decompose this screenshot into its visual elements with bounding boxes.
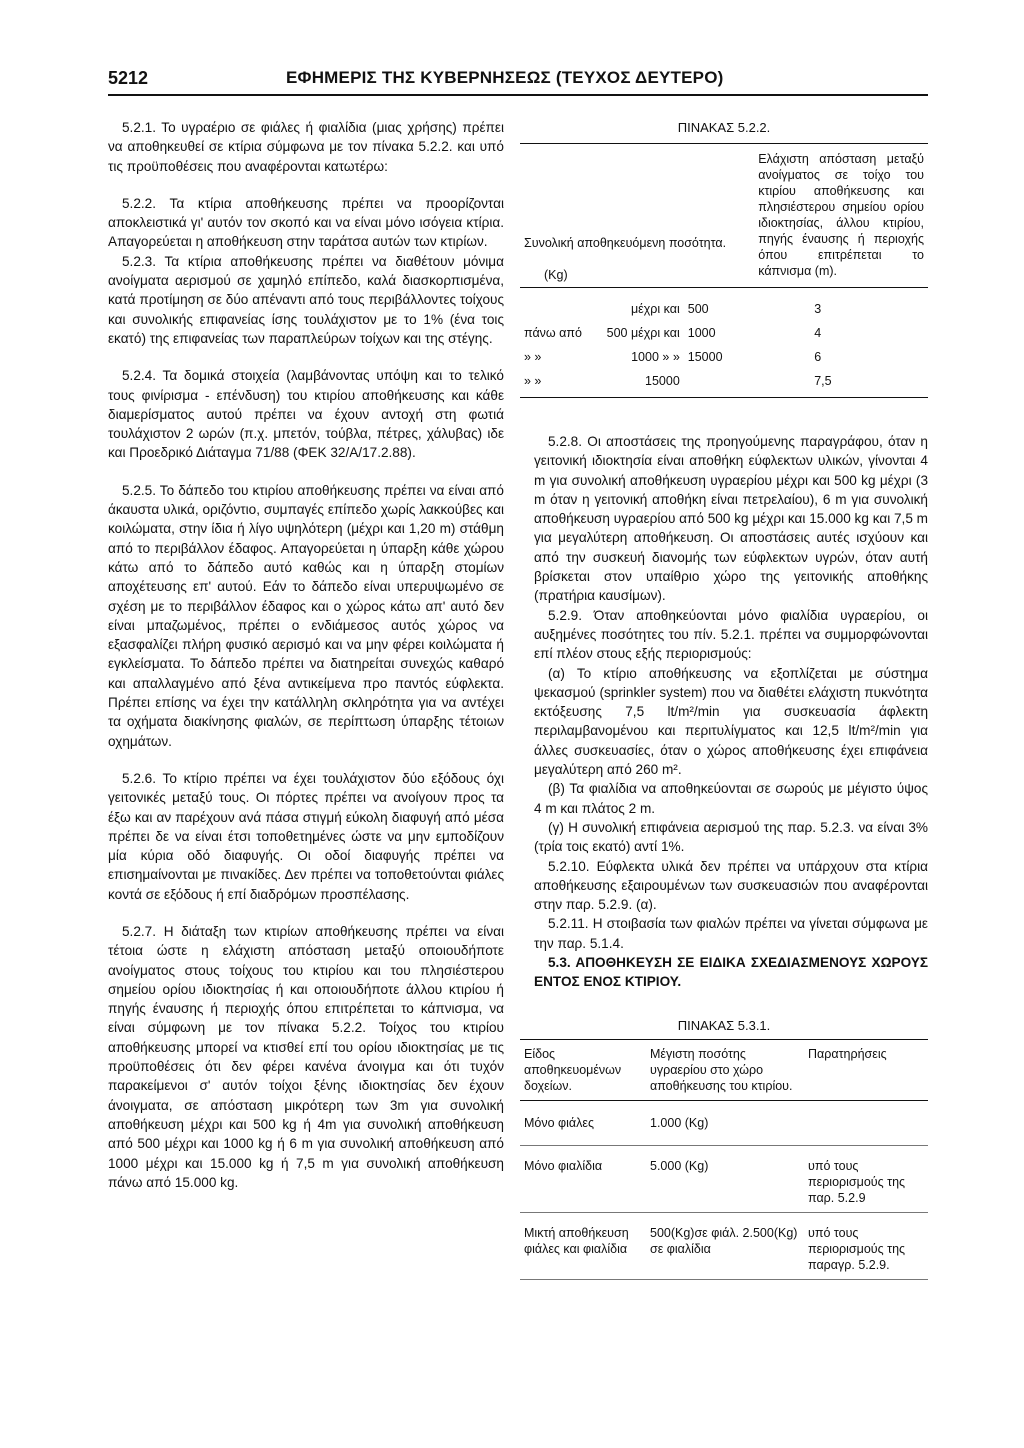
table-row: Μικτή αποθήκευση φιάλες και φιαλίδια 500(Kg)σε φιάλ. 2.500(Kg) σε φιαλίδια υπό τους περιορισμούς της παραγρ. 5.2.9. xyxy=(520,1213,928,1280)
column-header: Είδος αποθηκευομένων δοχείων. xyxy=(520,1040,646,1101)
paragraph-5-2-1: 5.2.1. Το υγραέριο σε φιάλες ή φιαλίδια (μιας χρήσης) πρέπει να αποθηκευθεί σε κτίρια σύμφωνα με τον πίνακα 5.2.2. και υπό τις προϋποθέσεις που αναφέρονται κατωτέρω: xyxy=(108,120,504,174)
paragraph-5-2-8: 5.2.8. Οι αποστάσεις της προηγούμενης παραγράφου, όταν η γειτονική ιδιοκτησία είναι αποθήκη εύφλεκτων υλικών, γίνονται 4 m για συνολική αποθήκευση υγραερίου μέχρι και 500 kg μέχρι (3 m όταν η γειτονική αποθήκη είναι πετρελαίου), 6 m για συνολική αποθήκευση υγραερίου από 500 kg μέχρι και 15.000 kg και 7,5 m για μεγαλύτερη αποθήκευση. Οι αποστάσεις αυτές ισχύουν και από την συσκευή διανομής των εύφλεκτων υγρών, όταν αυτή βρίσκεται στον υπαίθριο χώρο της γειτονικής αποθήκης (πρατήρια καυσίμων). xyxy=(534,434,928,604)
table-5-2-2 xyxy=(520,118,928,399)
gazette-title: ΕΦΗΜΕΡΙΣ ΤΗΣ ΚΥΒΕΡΝΗΣΕΩΣ (ΤΕΥΧΟΣ ΔΕΥΤΕΡΟ) xyxy=(286,68,724,87)
table-caption: ΠΙΝΑΚΑΣ 5.2.2. xyxy=(677,120,771,135)
paragraph-5-2-6: 5.2.6. Το κτίριο πρέπει να έχει τουλάχιστον δύο εξόδους όχι γειτονικές μεταξύ τους. Οι πόρτες πρέπει να ανοίγουν προς τα έξω και αν παρέχουν ανά πάσα στιγμή εύκολη διαφυγή από μέσα πρέπει δε να είναι έτσι τοποθετημένες ώστε να μην εμποδίζουν μία κύρια οδό διαφυγής. Οι οδοί διαφυγής πρέπει να επισημαίνονται με πινακίδες. Δεν πρέπει να τοποθετούνται φιάλες κοντά σε εξόδους ή επί διαδρόμων προσπέλασης. xyxy=(108,770,504,902)
paragraph-5-2-5: 5.2.5. Το δάπεδο του κτιρίου αποθήκευσης πρέπει να είναι από άκαυστα υλικά, οριζόντιο, συμπαγές επίπεδο χωρίς λακκούβες και κοιλώματα, στην ίδια ή λίγο υψηλότερη (μέχρι και 1,20 m) στάθμη από το περιβάλλον έδαφος. Απαγορεύεται η ύπαρξη κάθε χώρου κάτω από το δάπεδο αυτό καθώς και η ύπαρξη στομίων αποχέτευσης επ' αυτού. Εάν το δάπεδο είναι υπερυψωμένο σε σχέση με το περιβάλλον έδαφος και ο χώρος κάτω απ' αυτό δεν είναι μπαζωμένος, πρέπει ο ενδιάμεσος αυτός χώρος να εξασφαλίζει πλήρη φυσικό αερισμό και να μην φέρει κοιλώματα ή εγκλείσματα. Το δάπεδο πρέπει να διατηρείται συνεχώς καθαρό και απαλλαγμένο από ξένα αντικείμενα προ παντός εύφλεκτα. Πρέπει επίσης να έχει την κατάλληλη σκληρότητα για να αντέχει τα οχήματα διακίνησης φιαλών, σε περίπτωση ύπαρξης τέτοιων οχημάτων. xyxy=(108,482,504,749)
section-heading-5-3: 5.3. ΑΠΟΘΗΚΕΥΣΗ ΣΕ ΕΙΔΙΚΑ ΣΧΕΔΙΑΣΜΕΝΟΥΣ ΧΩΡΟΥΣ ΕΝΤΟΣ ΕΝΟΣ ΚΤΙΡΙΟΥ. xyxy=(534,955,928,990)
page-header xyxy=(108,66,928,96)
column-header: Μέγιστη ποσότης υγραερίου στο χώρο αποθήκευσης του κτιρίου. xyxy=(646,1040,804,1101)
paragraph-5-2-3: 5.2.3. Τα κτίρια αποθήκευσης πρέπει να διαθέτουν μόνιμα ανοίγματα αερισμού σε χαμηλό επίπεδο, καλά διασκορπισμένα, κατά προτίμηση σε δύο απέναντι από τους περιβάλλοντες τοίχους και συνολικής επιφανείας ίσης τουλάχιστον με το 1% (ένα τοις εκατό) της επιφανείας των παραπλεύρων τοίχων και της στέγης. xyxy=(108,253,504,346)
paragraph-5-2-2: 5.2.2. Τα κτίρια αποθήκευσης πρέπει να προορίζονται αποκλειστικά γι' αυτόν τον σκοπό και να είναι μόνο ισόγεια κτίρια. Απαγορεύεται η αποθήκευση στην ταράτσα αυτών των κτιρίων. xyxy=(108,195,504,250)
paragraph-5-2-9: 5.2.9. Όταν αποθηκεύονται μόνο φιαλίδια υγραερίου, οι αυξημένες ποσότητες του πίν. 5.2.1. πρέπει να συμμορφώνονται επί πλέον στους εξής περιορισμούς: xyxy=(534,607,928,662)
table-row: μέχρι και 500 3 xyxy=(630,302,822,317)
table-row: » » 1000 » » 15000 6 xyxy=(524,350,822,365)
left-column xyxy=(108,118,504,1210)
table-header-quantity: Συνολική αποθηκευόμενη ποσότητα. xyxy=(524,236,727,251)
table-row: Μόνο φιαλίδια 5.000 (Kg) υπό τους περιορισμούς της παρ. 5.2.9 xyxy=(520,1146,928,1213)
table-5-3-1 xyxy=(520,1018,928,1280)
paragraph-5-2-9-b: (β) Τα φιαλίδια να αποθηκεύονται σε σωρούς με μέγιστο ύψος 4 m και πλάτος 2 m. xyxy=(534,781,928,816)
table-row: Μόνο φιάλες 1.000 (Kg) xyxy=(520,1101,928,1146)
table-header-unit: (Kg) xyxy=(544,268,568,283)
distance-table xyxy=(520,143,928,399)
paragraph-5-2-10: 5.2.10. Εύφλεκτα υλικά δεν πρέπει να υπάρχουν στα κτίρια αποθήκευσης εξαιρουμένων των συσκευασιών που αναφέρονται στην παρ. 5.2.9. (α). xyxy=(534,858,928,913)
storage-limits-table xyxy=(520,1039,928,1280)
right-column xyxy=(534,432,928,1010)
table-header-distance: Ελάχιστη απόσταση μεταξύ ανοίγματος σε τοίχο του κτιρίου αποθήκευσης και πλησιέστερου σημείου ορίου ιδιοκτησίας, άλλου κτιρίου, πηγής έναυσης ή περιοχής όπου επιτρέπεται το κάπνισμα (m). xyxy=(758,152,924,279)
table-caption: ΠΙΝΑΚΑΣ 5.3.1. xyxy=(677,1018,771,1033)
column-header: Παρατηρήσεις xyxy=(804,1040,928,1101)
paragraph-5-2-7: 5.2.7. Η διάταξη των κτιρίων αποθήκευσης πρέπει να είναι τέτοια ώστε η ελάχιστη απόσταση μεταξύ οποιουδήποτε ανοίγματος στους τοίχους του κτιρίου και του πλησιέστερου σημείου ορίου ιδιοκτησίας ή και οποιουδήποτε άλλου κτιρίου ή πηγής έναυσης ή περιοχής όπου επιτρέπεται το κάπνισμα, να είναι σύμφωνη με τον πίνακα 5.2.2. Τοίχος του κτιρίου αποθήκευσης μπορεί να κτισθεί επί του ορίου ιδιοκτησίας με τις προϋποθέσεις ότι δεν φέρει κανένα άνοιγμα και ότι τυχόν παρακείμενοι σ' αυτόν τοίχοι ξένης ιδιοκτησίας δεν έχουν άνοιγματα, σε απόσταση μικρότερη των 3m για συνολική αποθήκευση μέχρι και 500 kg ή 4m για συνολική αποθήκευση από 500 μέχρι και 1000 kg ή 6 m για συνολική αποθήκευση από 1000 μέχρι και 15.000 kg ή 7,5 m για συνολική αποθήκευση πάνω από 15.000 kg. xyxy=(108,923,504,1190)
table-row: πάνω από 500 μέχρι και 1000 4 xyxy=(524,326,822,341)
page-number: 5212 xyxy=(108,68,149,88)
paragraph-5-2-11: 5.2.11. Η στοιβασία των φιαλών πρέπει να γίνεται σύμφωνα με την παρ. 5.1.4. xyxy=(534,916,928,951)
paragraph-5-2-4: 5.2.4. Τα δομικά στοιχεία (λαμβάνοντας υπόψη και το τελικό τους φινίρισμα - επένδυση) του κτιρίου αποθήκευσης και κάθε διαμερίσματος αυτού πρέπει να έχουν αντοχή στη φωτιά τουλάχιστον 2 ωρών (π.χ. μπετόν, τούβλα, πέτρες, χάλυβας) ιδε και Προεδρικό Διάταγμα 71/88 (ΦΕΚ 32/Α/17.2.88). xyxy=(108,368,504,461)
paragraph-5-2-9-c: (γ) Η συνολική επιφάνεια αερισμού της παρ. 5.2.3. να είναι 3% (τρία τοις εκατό) αντί 1%. xyxy=(534,819,928,855)
table-row: » » 15000 7,5 xyxy=(524,374,832,389)
paragraph-5-2-9-a: (α) Το κτίριο αποθήκευσης να εξοπλίζεται με σύστημα ψεκασμού (sprinkler system) που να διαθέτει ελάχιστη πυκνότητα εκτόξευσης 7,5 lt/m²/min για συσκευασία άφλεκτη περιλαμβανομένου και περιτυλίγματος και 12,5 lt/m²/min για άλλες συσκευασίες, όταν ο χώρος αποθήκευσης έχει επιφάνεια μεγαλύτερη από 260 m². xyxy=(534,665,928,778)
